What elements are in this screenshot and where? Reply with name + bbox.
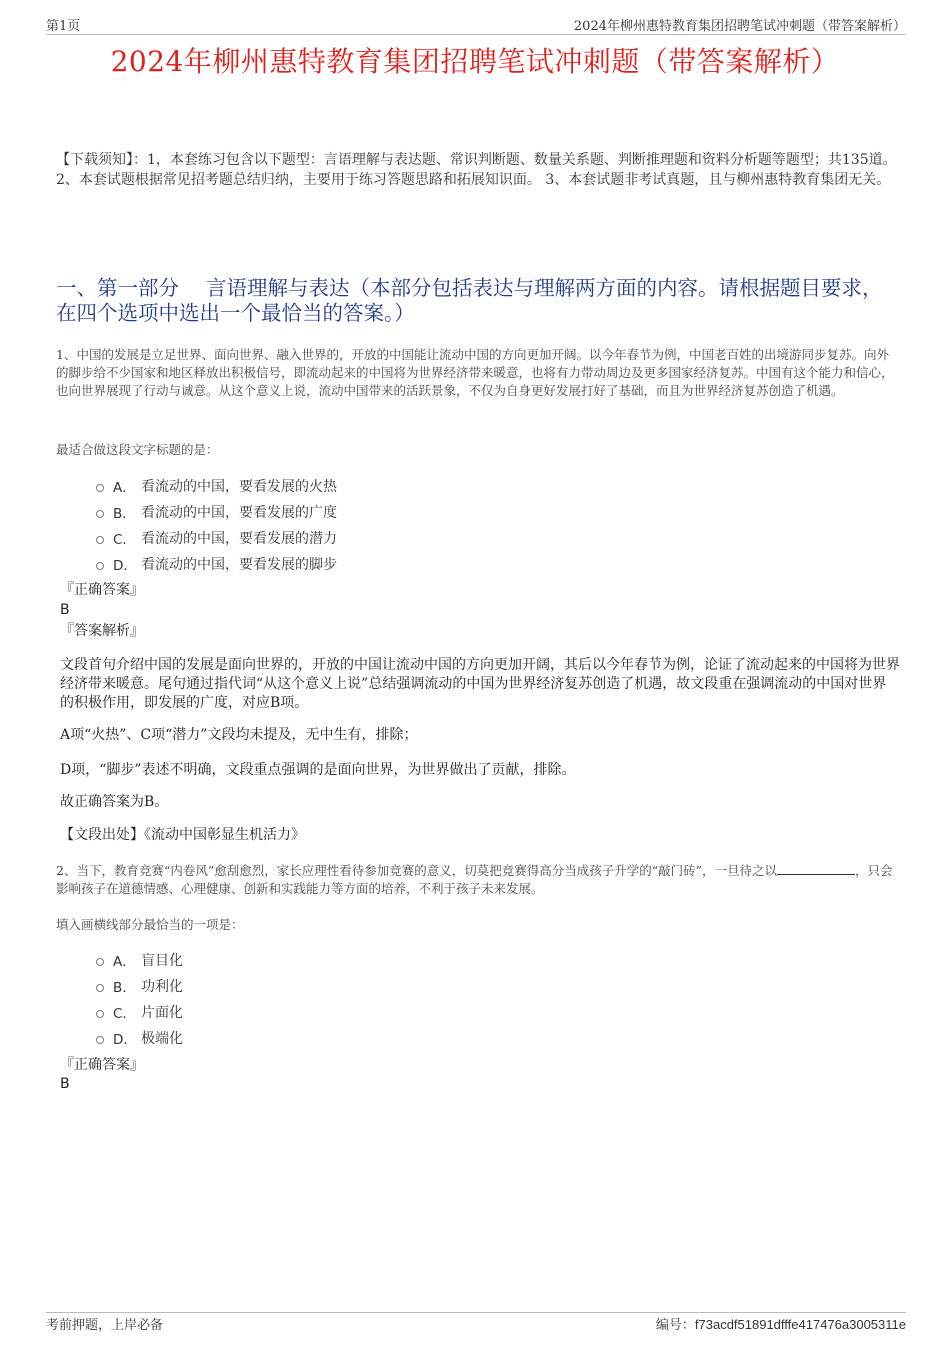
radio-icon[interactable] (96, 484, 104, 492)
section-heading: 一、第一部分 言语理解与表达（本部分包括表达与理解两方面的内容。请根据题目要求，在四个选项中选出一个最恰当的答案。） (56, 276, 883, 325)
q2-stem: 2、当下，教育竞赛“内卷风”愈刮愈烈，家长应理性看待参加竞赛的意义，切莫把竞赛得高分当成孩子升学的“敲门砖”，一旦待之以 ，只会影响孩子在道德情感、心理健康、创新和实践能力等方面的培养，不利于孩子未来发展。 (56, 863, 893, 896)
q1-option-a[interactable]: A． 看流动的中国，要看发展的火热 (96, 473, 596, 499)
q2-prompt: 填入画横线部分最恰当的一项是： (56, 917, 244, 932)
q1-prompt: 最适合做这段文字标题的是： (56, 442, 219, 457)
fill-blank (777, 862, 855, 875)
page-number: 第1页 (46, 19, 81, 34)
q1-option-d[interactable]: D． 看流动的中国，要看发展的脚步 (96, 551, 596, 577)
radio-icon[interactable] (96, 984, 104, 992)
radio-icon[interactable] (96, 1010, 104, 1018)
q1-analysis-paragraph: D项，“脚步”表述不明确，文段重点强调的是面向世界，为世界做出了贡献，排除。 (60, 762, 576, 778)
q2-option-d[interactable]: D． 极端化 (96, 1025, 596, 1051)
q2-option-a[interactable]: A． 盲目化 (96, 947, 596, 973)
q2-option-c[interactable]: C． 片面化 (96, 999, 596, 1025)
q1-answer: B (60, 602, 70, 618)
radio-icon[interactable] (96, 536, 104, 544)
q1-answer-label: 『正确答案』 (60, 582, 144, 598)
footer-slogan: 考前押题，上岸必备 (46, 1318, 164, 1333)
q2-answer-label: 『正确答案』 (60, 1057, 144, 1073)
q2-option-b[interactable]: B． 功利化 (96, 973, 596, 999)
download-notice: 【下载须知】：1，本套练习包含以下题型：言语理解与表达题、常识判断题、数量关系题、判断推理题和资料分析题等题型；共135道。 2、本套试题根据常见招考题总结归纳，主要用于练习答题思路和拓展知识面。 3、本套试题非考试真题，且与柳州惠特教育集团无关。 (56, 152, 897, 188)
q1-stem: 1、中国的发展是立足世界、面向世界、融入世界的，开放的中国能让流动中国的方向更加开阔。以今年春节为例，中国老百姓的出境游同步复苏。向外的脚步给不少国家和地区释放出积极信号，即流动起来的中国将为世界经济带来暖意，也将有力带动周边及更多国家经济复苏。中国有这个能力和信心，也向世界展现了行动与诚意。从这个意义上说，流动中国带来的活跃景象，不仅为自身更好发展打好了基础，而且为世界经济复苏创造了机遇。 (56, 347, 894, 398)
page-footer (46, 1312, 906, 1333)
q1-analysis-label: 『答案解析』 (60, 623, 144, 639)
q1-analysis-paragraph: 故正确答案为B。 (60, 794, 169, 810)
header-doc-title: 2024年柳州惠特教育集团招聘笔试冲刺题（带答案解析） (573, 19, 906, 34)
q1-option-c[interactable]: C． 看流动的中国，要看发展的潜力 (96, 525, 596, 551)
q1-analysis-paragraph: A项“火热”、C项“潜力”文段均未提及，无中生有，排除； (60, 727, 418, 743)
radio-icon[interactable] (96, 510, 104, 518)
document-title: 2024年柳州惠特教育集团招聘笔试冲刺题（带答案解析） (110, 45, 840, 78)
q1-source: 【文段出处】《流动中国彰显生机活力》 (60, 827, 305, 843)
radio-icon[interactable] (96, 562, 104, 570)
q1-options (96, 473, 596, 577)
q2-answer: B (60, 1076, 70, 1092)
q1-option-b[interactable]: B． 看流动的中国，要看发展的广度 (96, 499, 596, 525)
radio-icon[interactable] (96, 1036, 104, 1044)
footer-code: 编号：f73acdf51891dfffe417476a3005311e (655, 1317, 906, 1333)
page-header (46, 14, 906, 35)
radio-icon[interactable] (96, 958, 104, 966)
q2-options (96, 947, 596, 1051)
q1-analysis-paragraph: 文段首句介绍中国的发展是面向世界的，开放的中国让流动中国的方向更加开阔，其后以今年春节为例，论证了流动起来的中国将为世界经济带来暖意。尾句通过指代词“从这个意义上说”总结强调流动的中国为世界经济复苏创造了机遇，故文段重在强调流动的中国对世界的积极作用，即发展的广度，对应B项。 (60, 657, 900, 711)
